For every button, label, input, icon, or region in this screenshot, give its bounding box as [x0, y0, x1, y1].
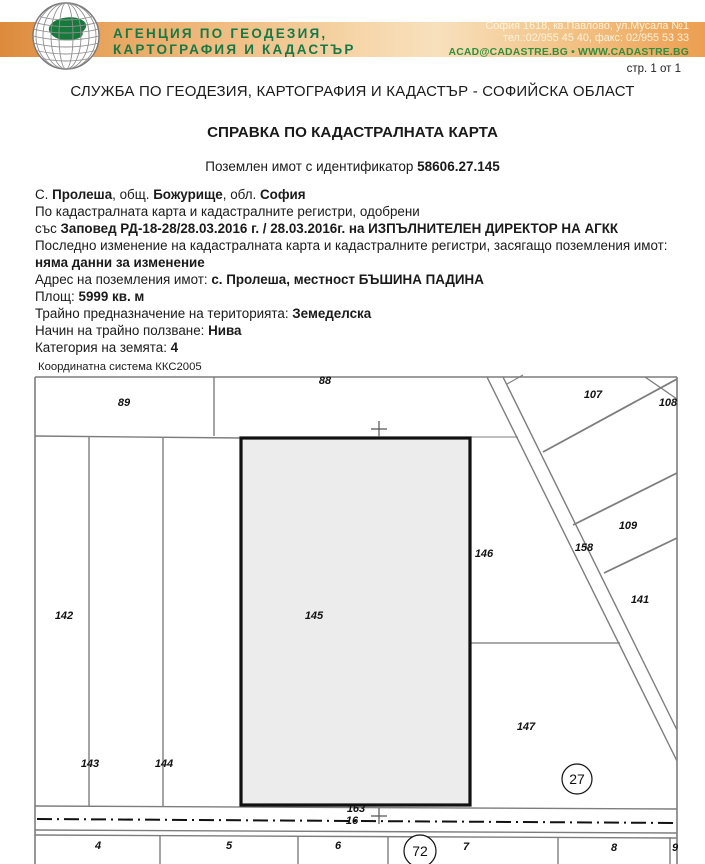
sheet-number-27: 27: [569, 771, 585, 787]
bottom-road-bottom-edge: [35, 830, 677, 833]
info-label: , обл.: [222, 187, 260, 202]
info-line: [35, 203, 685, 220]
parcel-label-108: 108: [658, 397, 678, 409]
info-line: [35, 220, 685, 237]
info-value: Нива: [208, 323, 242, 338]
info-label: със: [35, 221, 61, 236]
parcel-label-141: 141: [630, 594, 650, 606]
parcel-identifier: 58606.27.145: [417, 159, 500, 174]
parcel-label-144: 144: [154, 758, 174, 770]
parcel-label-89: 89: [117, 397, 131, 409]
office-title: СЛУЖБА ПО ГЕОДЕЗИЯ, КАРТОГРАФИЯ И КАДАСТЪР - СОФИЙСКА ОБЛАСТ: [70, 83, 635, 100]
info-label: Категория на земята:: [35, 340, 171, 355]
parcel-label-147: 147: [516, 721, 536, 733]
info-line: [35, 322, 685, 339]
info-line: [35, 339, 685, 356]
page-indicator: стр. 1 от 1: [626, 63, 681, 75]
info-value: Заповед РД-18-28/28.03.2016 г. / 28.03.2016г. на ИЗПЪЛНИТЕЛЕН ДИРЕКТОР НА АГКК: [60, 221, 619, 236]
agency-name-line2: КАРТОГРАФИЯ И КАДАСТЪР: [113, 42, 356, 57]
info-value: София: [259, 187, 306, 202]
parcel-label-16: 16: [345, 815, 359, 827]
subtitle-prefix: Поземлен имот с идентификатор: [205, 159, 418, 174]
boundary-109-141: [604, 538, 677, 573]
info-value: Пролеша: [52, 187, 113, 202]
contact-email: ACAD@CADASTRE.BG • WWW.CADASTRE.BG: [448, 46, 689, 58]
info-value: с. Пролеша, местност БЪШИНА ПАДИНА: [211, 272, 484, 287]
info-line: [35, 186, 685, 203]
info-value: Земеделска: [292, 306, 372, 321]
parcel-label-163: 163: [346, 803, 366, 815]
parcel-label-145: 145: [304, 610, 324, 622]
parcel-label-7: 7: [462, 841, 470, 853]
parcel-label-109: 109: [618, 520, 638, 532]
parcel-label-5: 5: [225, 840, 233, 852]
bottom-row-top-edge: [35, 835, 677, 838]
info-label: Площ:: [35, 289, 79, 304]
info-label: Последно изменение на кадастралната карта и кадастралните регистри, засягащо поземления имот:: [35, 238, 668, 253]
parcel-label-4: 4: [94, 840, 102, 852]
info-line: [35, 305, 685, 322]
road-158-left-edge: [487, 377, 677, 761]
highlighted-parcel-145: [241, 438, 470, 805]
info-label: Адрес на поземления имот:: [35, 272, 212, 287]
info-label: С.: [35, 187, 53, 202]
parcel-label-142: 142: [54, 610, 74, 622]
info-value: 4: [170, 340, 179, 355]
coordinate-system-label: Координатна система ККС2005: [38, 361, 202, 373]
info-value: 5999 кв. м: [78, 289, 145, 304]
info-value: няма данни за изменение: [35, 255, 205, 270]
info-line: [35, 237, 685, 254]
info-line: [35, 271, 685, 288]
document-title: СПРАВКА ПО КАДАСТРАЛНАТА КАРТА: [207, 124, 498, 141]
property-info: [35, 186, 685, 356]
parcel-label-9: 9: [671, 842, 679, 854]
agency-name: [113, 26, 356, 58]
document-subtitle: [0, 159, 705, 174]
sheet-number-72: 72: [412, 843, 428, 859]
boundary-108-109: [573, 473, 677, 525]
agency-name-line1: АГЕНЦИЯ ПО ГЕОДЕЗИЯ,: [113, 26, 328, 41]
info-value: Божурище: [153, 187, 223, 202]
parcel-label-88: 88: [318, 375, 332, 387]
header-contact: [449, 21, 690, 58]
grid-cross-top: [371, 421, 387, 437]
info-line: [35, 254, 685, 271]
info-label: Трайно предназначение на територията:: [35, 306, 293, 321]
contact-address: София 1618, кв.Павлово, ул.Мусала №1: [485, 20, 689, 32]
parcel-label-146: 146: [474, 548, 494, 560]
info-label: Начин на трайно ползване:: [35, 323, 209, 338]
boundary-under-89: [35, 436, 242, 438]
parcel-label-8: 8: [610, 842, 618, 854]
contact-phone: тел.:02/955 45 40, факс: 02/955 53 33: [503, 31, 689, 44]
agency-globe-logo-icon: [24, 1, 108, 71]
info-label: , общ.: [112, 187, 154, 202]
boundary-107-south: [543, 379, 677, 452]
parcel-label-143: 143: [80, 758, 100, 770]
parcel-label-6: 6: [334, 840, 342, 852]
parcel-label-158: 158: [574, 542, 594, 554]
info-label: По кадастралната карта и кадастралните регистри, одобрени: [35, 204, 420, 219]
info-line: [35, 288, 685, 305]
parcel-label-107: 107: [583, 389, 603, 401]
